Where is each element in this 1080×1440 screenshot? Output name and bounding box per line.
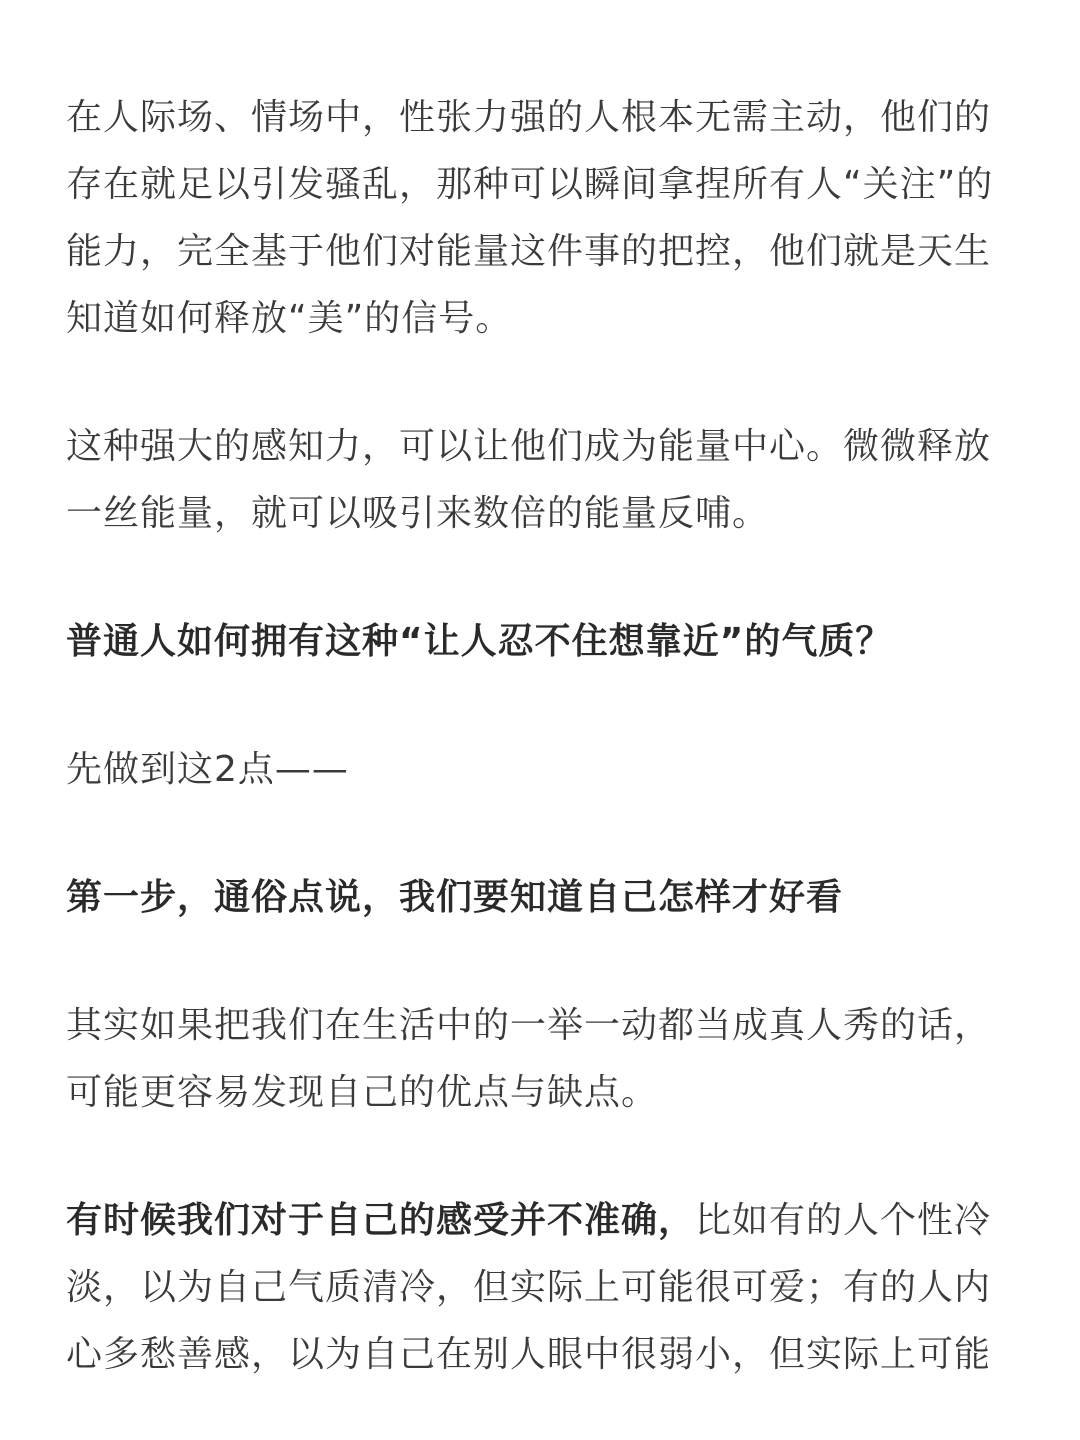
paragraph-two-points: 先做到这2点—— <box>66 749 349 790</box>
paragraph-reality-show: 其实如果把我们在生活中的一举一动都当成真人秀的话，可能更容易发现自己的优点与缺点。 <box>66 1005 992 1113</box>
article-body <box>66 84 1018 1388</box>
paragraph-energy-center: 这种强大的感知力，可以让他们成为能量中心。微微释放一丝能量，就可以吸引来数倍的能量反哺。 <box>66 426 992 534</box>
self-perception-bold-lead: 有时候我们对于自己的感受并不准确， <box>66 1200 696 1241</box>
section-question-heading: 普通人如何拥有这种“让人忍不住想靠近”的气质？ <box>66 621 893 662</box>
step-one-heading: 第一步，通俗点说，我们要知道自己怎样才好看 <box>66 877 844 918</box>
self-perception-rest: 比如有的人个性冷淡，以为自己气质清冷，但实际上可能很可爱；有的人内心多愁善感，以为自己在别人眼中很弱小，但实际上可能 <box>66 1200 992 1375</box>
paragraph-intro: 在人际场、情场中，性张力强的人根本无需主动，他们的存在就足以引发骚乱，那种可以瞬间拿捏所有人“关注”的能力，完全基于他们对能量这件事的把控，他们就是天生知道如何释放“美”的信号。 <box>66 97 994 339</box>
paragraph-self-perception <box>66 1187 1018 1388</box>
